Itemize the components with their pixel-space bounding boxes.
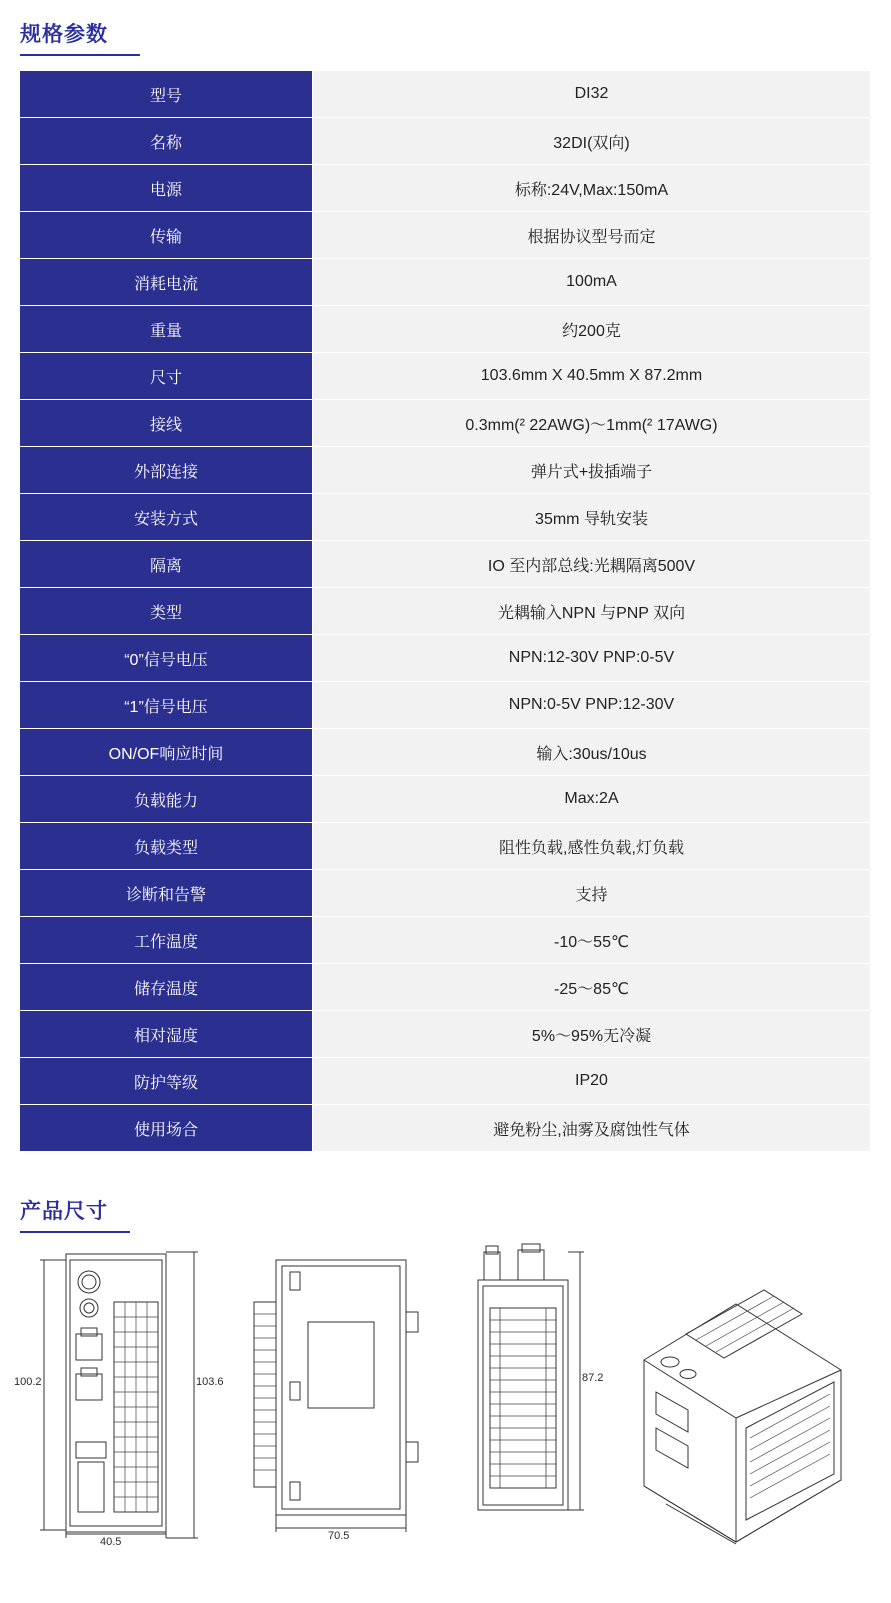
front-width-label: 40.5 (100, 1536, 122, 1548)
table-row (20, 494, 871, 541)
spec-value: 弹片式+拔插端子 (313, 447, 871, 494)
table-row (20, 306, 871, 353)
dimensions-section-heading (20, 1195, 130, 1233)
spec-title-underline (20, 54, 140, 56)
table-row (20, 1011, 871, 1058)
table-row (20, 541, 871, 588)
spec-key: 负载能力 (20, 776, 313, 823)
dimensions-section-title: 产品尺寸 (20, 1200, 108, 1223)
table-row (20, 118, 871, 165)
spec-key: 储存温度 (20, 964, 313, 1011)
spec-key: 诊断和告警 (20, 870, 313, 917)
spec-value: NPN:12-30V PNP:0-5V (313, 635, 871, 682)
spec-value: NPN:0-5V PNP:12-30V (313, 682, 871, 729)
spec-value: 光耦输入NPN 与PNP 双向 (313, 588, 871, 635)
spec-key: 相对湿度 (20, 1011, 313, 1058)
side-width-label: 70.5 (328, 1530, 350, 1542)
spec-key: 类型 (20, 588, 313, 635)
dimensions-title-underline (20, 1231, 130, 1233)
spec-value: 根据协议型号而定 (313, 212, 871, 259)
spec-key: 重量 (20, 306, 313, 353)
table-row (20, 588, 871, 635)
spec-key: 外部连接 (20, 447, 313, 494)
spec-key: 工作温度 (20, 917, 313, 964)
table-row (20, 1058, 871, 1105)
spec-key: “1”信号电压 (20, 682, 313, 729)
spec-value: 约200克 (313, 306, 871, 353)
table-row (20, 729, 871, 776)
spec-value: 32DI(双向) (313, 118, 871, 165)
spec-value: IP20 (313, 1058, 871, 1105)
spec-value: 100mA (313, 259, 871, 306)
dimension-drawings (14, 1242, 877, 1572)
spec-key: 电源 (20, 165, 313, 212)
table-row (20, 353, 871, 400)
spec-value: Max:2A (313, 776, 871, 823)
spec-value: 标称:24V,Max:150mA (313, 165, 871, 212)
top-view-drawing (456, 1242, 626, 1547)
spec-key: 防护等级 (20, 1058, 313, 1105)
spec-value: -25～85℃ (313, 964, 871, 1011)
top-view-svg (456, 1242, 626, 1542)
spec-key: 传输 (20, 212, 313, 259)
spec-key: 接线 (20, 400, 313, 447)
isometric-view-svg (626, 1242, 876, 1572)
spec-table (20, 70, 871, 1152)
front-height-left-label: 100.2 (14, 1376, 42, 1388)
front-view-svg (14, 1242, 224, 1542)
table-row (20, 71, 871, 118)
spec-value: 0.3mm(² 22AWG)～1mm(² 17AWG) (313, 400, 871, 447)
spec-section-title: 规格参数 (20, 23, 108, 46)
isometric-view-drawing (626, 1242, 876, 1577)
spec-value: 35mm 导轨安装 (313, 494, 871, 541)
spec-key: 使用场合 (20, 1105, 313, 1152)
spec-value: 避免粉尘,油雾及腐蚀性气体 (313, 1105, 871, 1152)
spec-value: 支持 (313, 870, 871, 917)
front-view-drawing (14, 1242, 224, 1547)
spec-key: 尺寸 (20, 353, 313, 400)
table-row (20, 400, 871, 447)
spec-key: 消耗电流 (20, 259, 313, 306)
spec-section-heading (20, 18, 140, 56)
spec-key: 名称 (20, 118, 313, 165)
table-row (20, 259, 871, 306)
spec-value: IO 至内部总线:光耦隔离500V (313, 541, 871, 588)
table-row (20, 635, 871, 682)
front-height-right-label: 103.6 (196, 1376, 224, 1388)
spec-key: ON/OF响应时间 (20, 729, 313, 776)
table-row (20, 917, 871, 964)
top-height-label: 87.2 (582, 1372, 604, 1384)
table-row (20, 964, 871, 1011)
table-row (20, 165, 871, 212)
table-row (20, 870, 871, 917)
spec-table-body (20, 71, 871, 1152)
side-view-svg (236, 1242, 436, 1542)
spec-key: “0”信号电压 (20, 635, 313, 682)
table-row (20, 776, 871, 823)
table-row (20, 823, 871, 870)
spec-value: 5%～95%无冷凝 (313, 1011, 871, 1058)
spec-key: 安装方式 (20, 494, 313, 541)
table-row (20, 1105, 871, 1152)
spec-value: 阻性负载,感性负载,灯负载 (313, 823, 871, 870)
table-row (20, 447, 871, 494)
spec-key: 负载类型 (20, 823, 313, 870)
table-row (20, 212, 871, 259)
table-row (20, 682, 871, 729)
spec-value: 103.6mm X 40.5mm X 87.2mm (313, 353, 871, 400)
side-view-drawing (236, 1242, 436, 1547)
spec-key: 型号 (20, 71, 313, 118)
spec-value: -10～55℃ (313, 917, 871, 964)
spec-key: 隔离 (20, 541, 313, 588)
spec-value: DI32 (313, 71, 871, 118)
spec-value: 输入:30us/10us (313, 729, 871, 776)
